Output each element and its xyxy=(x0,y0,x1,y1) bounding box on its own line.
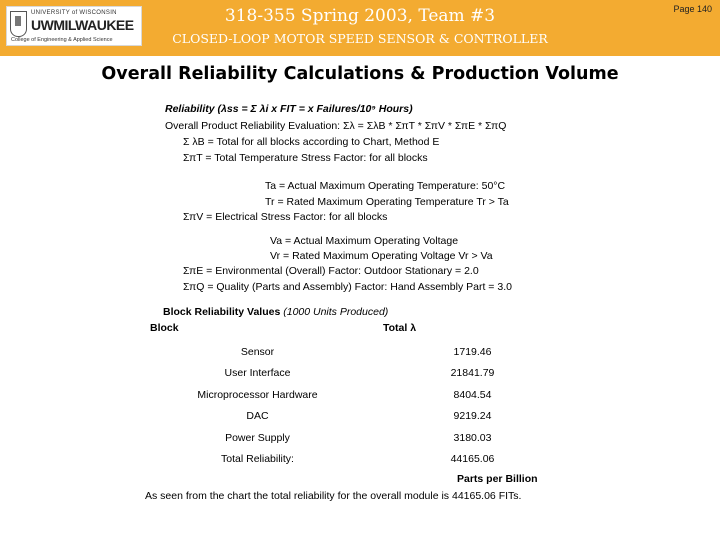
units-label: Parts per Billion xyxy=(457,473,538,485)
page-title: Overall Reliability Calculations & Production Volume xyxy=(101,64,619,84)
table-row xyxy=(145,449,575,471)
units-note: (1000 Units Produced) xyxy=(283,306,389,318)
crest-icon xyxy=(10,11,27,37)
ta-definition: Ta = Actual Maximum Operating Temperature: 50°C xyxy=(265,180,506,192)
total-column-header: Total λ xyxy=(383,322,417,334)
table-row xyxy=(145,341,575,363)
page-number: Page 140 xyxy=(673,4,712,14)
pi-v-definition: ΣπV = Electrical Stress Factor: for all blocks xyxy=(183,211,388,223)
header-subtitle: CLOSED-LOOP MOTOR SPEED SENSOR & CONTROLLER xyxy=(172,31,548,46)
total-cell: 8404.54 xyxy=(453,388,492,401)
pi-e-definition: ΣπE = Environmental (Overall) Factor: Outdoor Stationary = 2.0 xyxy=(183,265,479,277)
university-logo xyxy=(6,6,142,46)
reliability-formula: Reliability (λss = Σ λi x FIT = x Failures/10⁹ Hours) xyxy=(165,103,413,115)
total-cell: 44165.06 xyxy=(450,453,495,466)
block-cell: Microprocessor Hardware xyxy=(197,388,318,401)
block-cell: User Interface xyxy=(224,367,291,380)
table-row xyxy=(145,427,575,449)
table-row xyxy=(145,363,575,385)
block-cell: Power Supply xyxy=(225,431,290,444)
conclusion-text: As seen from the chart the total reliability for the overall module is 44165.06 FITs. xyxy=(145,490,522,502)
logo-line1: UNIVERSITY of WISCONSIN xyxy=(31,10,117,16)
logo-line3: College of Engineering & Applied Science xyxy=(11,37,113,43)
pi-q-definition: ΣπQ = Quality (Parts and Assembly) Factor: Hand Assembly Part = 3.0 xyxy=(183,281,512,293)
block-values-title: Block Reliability Values xyxy=(163,306,281,318)
total-cell: 9219.24 xyxy=(453,410,492,423)
logo-line2: UWMILWAUKEE xyxy=(31,17,134,33)
header-bar xyxy=(0,0,720,56)
block-column-header: Block xyxy=(150,322,179,334)
block-cell: DAC xyxy=(246,410,269,423)
table-row xyxy=(145,406,575,428)
overall-evaluation: Overall Product Reliability Evaluation: Σλ = ΣλB * ΣπT * ΣπV * ΣπE * ΣπQ xyxy=(165,120,507,132)
pi-t-definition: ΣπT = Total Temperature Stress Factor: for all blocks xyxy=(183,152,428,164)
va-definition: Va = Actual Maximum Operating Voltage xyxy=(270,235,459,247)
total-cell: 21841.79 xyxy=(450,367,495,380)
block-cell: Total Reliability: xyxy=(221,453,294,466)
total-cell: 1719.46 xyxy=(453,345,492,358)
reliability-table xyxy=(145,341,575,470)
lambda-b-definition: Σ λB = Total for all blocks according to Chart, Method E xyxy=(183,136,440,148)
table-row xyxy=(145,384,575,406)
block-cell: Sensor xyxy=(240,345,275,358)
tr-definition: Tr = Rated Maximum Operating Temperature Tr > Ta xyxy=(265,196,509,208)
vr-definition: Vr = Rated Maximum Operating Voltage Vr > Va xyxy=(270,250,493,262)
header-title: 318-355 Spring 2003, Team #3 xyxy=(224,6,496,26)
block-values-heading xyxy=(163,306,388,318)
total-cell: 3180.03 xyxy=(453,431,492,444)
